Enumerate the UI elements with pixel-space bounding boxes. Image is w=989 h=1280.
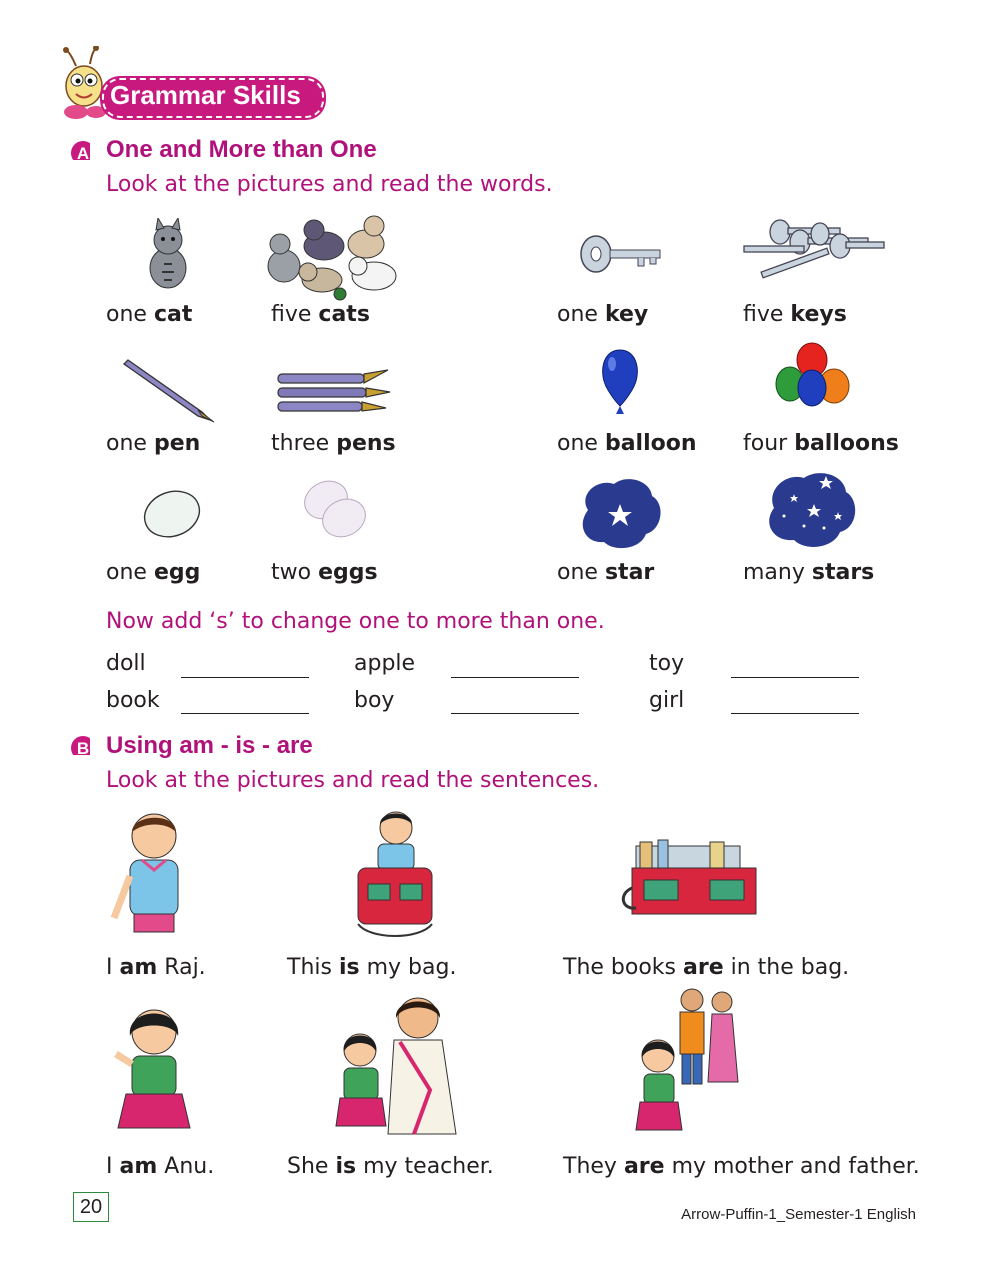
sentence: The books are in the bag.	[563, 955, 850, 980]
sentence: I am Raj.	[106, 955, 206, 980]
svg-text:A: A	[76, 144, 90, 160]
girl-anu-illustration	[104, 1002, 200, 1142]
pen-icon	[122, 354, 222, 426]
answer-blank[interactable]	[451, 676, 579, 678]
answer-blank[interactable]	[181, 676, 309, 678]
many-stars-icon	[764, 468, 860, 554]
boy-with-bag-illustration	[350, 806, 440, 942]
exercise-word: apple	[354, 651, 416, 676]
girl-and-teacher-illustration	[330, 990, 466, 1138]
word-label: five keys	[743, 302, 847, 327]
exercise-instruction: Now add ‘s’ to change one to more than one.	[106, 609, 605, 634]
section-a-title: One and More than One	[106, 136, 377, 163]
word-label: one egg	[106, 560, 201, 585]
word-label: one balloon	[557, 431, 697, 456]
page-number: 20	[73, 1192, 109, 1222]
two-eggs-icon	[296, 472, 374, 544]
exercise-word: doll	[106, 651, 146, 676]
exercise-word: toy	[649, 651, 685, 676]
five-keys-icon	[740, 212, 888, 282]
answer-blank[interactable]	[451, 712, 579, 714]
sentence: She is my teacher.	[287, 1154, 494, 1179]
answer-blank[interactable]	[731, 676, 859, 678]
banner-title: Grammar Skills	[110, 80, 301, 110]
girl-with-parents-illustration	[632, 986, 744, 1138]
section-banner	[62, 72, 324, 120]
word-label: two eggs	[271, 560, 378, 585]
word-label: one pen	[106, 431, 201, 456]
section-a-badge-icon	[70, 140, 90, 160]
exercise-word: boy	[354, 688, 395, 713]
bag-with-books-illustration	[618, 838, 758, 922]
answer-blank[interactable]	[731, 712, 859, 714]
sentence: This is my bag.	[287, 955, 457, 980]
answer-blank[interactable]	[181, 712, 309, 714]
cat-icon	[138, 218, 200, 292]
word-label: three pens	[271, 431, 396, 456]
section-b-badge-icon	[70, 735, 90, 755]
sentence: They are my mother and father.	[563, 1154, 920, 1179]
key-icon	[578, 230, 664, 278]
boy-raj-illustration	[104, 806, 200, 944]
star-icon	[574, 474, 666, 554]
word-label: many stars	[743, 560, 875, 585]
svg-text:B: B	[76, 739, 90, 755]
section-b-instruction: Look at the pictures and read the sentences.	[106, 768, 600, 793]
sentence: I am Anu.	[106, 1154, 215, 1179]
four-balloons-icon	[772, 342, 854, 422]
section-b-title: Using am - is - are	[106, 732, 313, 759]
word-label: one star	[557, 560, 655, 585]
word-label: one cat	[106, 302, 193, 327]
word-label: one key	[557, 302, 649, 327]
word-label: four balloons	[743, 431, 899, 456]
exercise-word: book	[106, 688, 160, 713]
three-pens-icon	[272, 366, 396, 416]
exercise-word: girl	[649, 688, 685, 713]
section-a-instruction: Look at the pictures and read the words.	[106, 172, 553, 197]
balloon-icon	[596, 346, 644, 418]
word-label: five cats	[271, 302, 370, 327]
egg-icon	[140, 486, 204, 542]
book-title-footer: Arrow-Puffin-1_Semester-1 English	[681, 1206, 916, 1223]
five-cats-icon	[262, 206, 404, 302]
